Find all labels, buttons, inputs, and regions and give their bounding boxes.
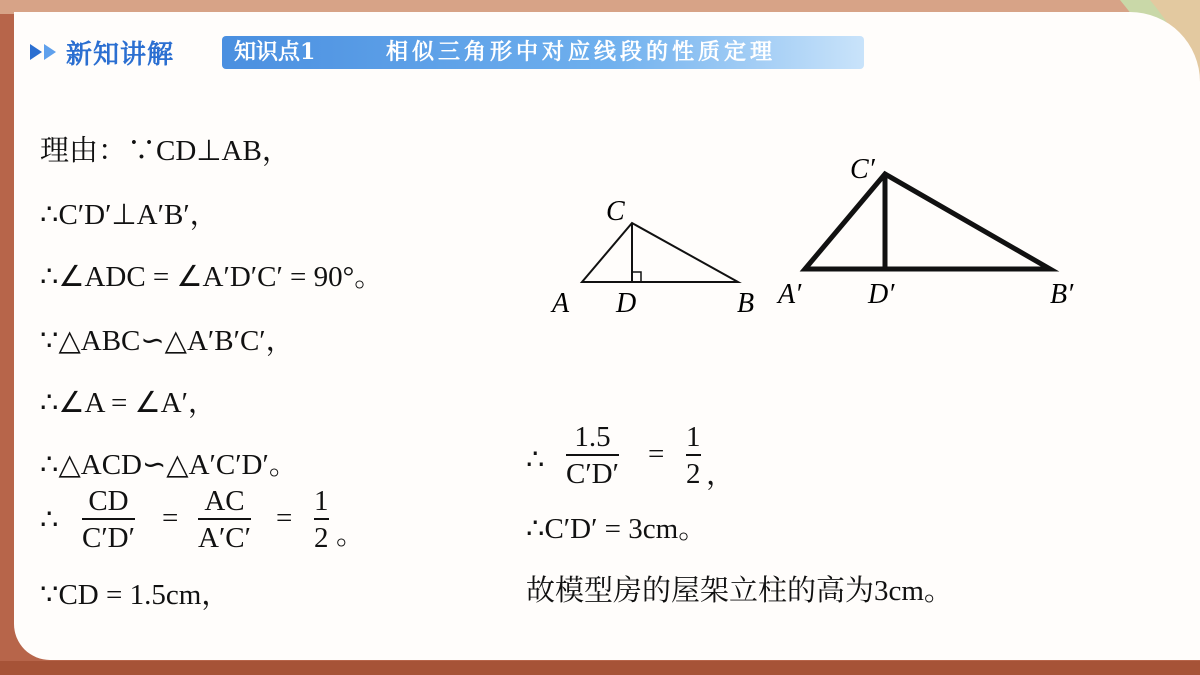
fraction-numerator: AC bbox=[204, 485, 245, 517]
fraction-bar bbox=[686, 454, 701, 456]
fraction-denominator: 2 bbox=[686, 458, 701, 490]
label-c: C bbox=[606, 196, 625, 227]
therefore-symbol: ∴ bbox=[40, 504, 59, 536]
bottom-border bbox=[0, 661, 1200, 675]
section-label: 新知讲解 bbox=[66, 39, 175, 69]
label-a: A bbox=[552, 288, 570, 319]
fraction-denominator: C′D′ bbox=[82, 522, 135, 554]
fraction-denominator: C′D′ bbox=[566, 458, 619, 490]
proof-line-1: 理由：∵CD⊥AB， bbox=[40, 135, 291, 167]
label-d-prime: D′ bbox=[868, 279, 895, 310]
proof-line-5: ∴∠A = ∠A′， bbox=[40, 387, 217, 419]
equals-sign: = bbox=[162, 502, 179, 534]
proof-line-6: ∴△ACD∽△A′C′D′。 bbox=[40, 449, 298, 481]
label-b-prime: B′ bbox=[1050, 279, 1074, 310]
topic-title: 相似三角形中对应线段的性质定理 bbox=[386, 39, 777, 65]
therefore-symbol: ∴ bbox=[526, 444, 545, 476]
period: 。 bbox=[336, 519, 366, 551]
fraction-denominator: A′C′ bbox=[198, 522, 251, 554]
large-triangle-figure bbox=[770, 145, 1100, 315]
label-c-prime: C′ bbox=[850, 154, 875, 185]
conclusion-line: 故模型房的屋架立柱的高为3cm。 bbox=[526, 575, 953, 607]
label-d: D bbox=[616, 288, 637, 319]
label-b: B bbox=[737, 288, 755, 319]
topic-tag: 知识点1 bbox=[234, 39, 316, 65]
fraction-ac bbox=[198, 486, 251, 553]
small-triangle-figure bbox=[540, 190, 780, 320]
label-a-prime: A′ bbox=[778, 279, 802, 310]
fraction-bar bbox=[566, 454, 619, 456]
double-arrow-icon bbox=[30, 42, 62, 62]
fraction-cd bbox=[82, 486, 135, 553]
equals-sign: = bbox=[648, 438, 665, 470]
proof-line-4: ∵△ABC∽△A′B′C′， bbox=[40, 325, 295, 357]
fraction-numerator: 1.5 bbox=[574, 421, 611, 453]
fraction-bar bbox=[82, 518, 135, 520]
proof-line-3: ∴∠ADC = ∠A′D′C′ = 90°。 bbox=[40, 261, 384, 293]
fraction-half bbox=[314, 486, 329, 553]
proof-line-2: ∴C′D′⊥A′B′， bbox=[40, 199, 219, 231]
result-line: ∴C′D′ = 3cm。 bbox=[526, 513, 708, 545]
fraction-half bbox=[686, 422, 701, 489]
fraction-numerator: CD bbox=[88, 485, 129, 517]
comma: ， bbox=[706, 459, 736, 491]
given-line: ∵CD = 1.5cm， bbox=[40, 579, 231, 611]
fraction-denominator: 2 bbox=[314, 522, 329, 554]
equals-sign: = bbox=[276, 502, 293, 534]
fraction-numerator: 1 bbox=[686, 421, 701, 453]
fraction-bar bbox=[314, 518, 329, 520]
fraction-bar bbox=[198, 518, 251, 520]
topic-banner bbox=[222, 36, 864, 69]
fraction-one-point-five bbox=[566, 422, 619, 489]
fraction-numerator: 1 bbox=[314, 485, 329, 517]
